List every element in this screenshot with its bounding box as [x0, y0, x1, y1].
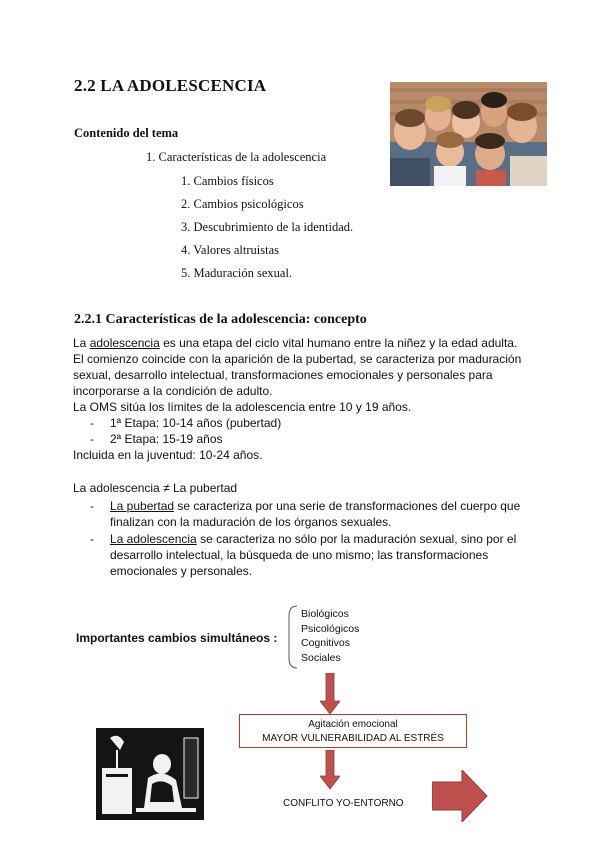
- def-text: se caracteriza no sólo por la maduración sexual, sino por el: [196, 532, 517, 546]
- def-line: emocionales y personales.: [110, 564, 253, 578]
- dash-bullet: -: [90, 532, 94, 546]
- dash-bullet: -: [90, 416, 94, 430]
- box-line: MAYOR VULNERABILIDAD AL ESTRÉS: [262, 733, 444, 744]
- change-item: Biológicos: [301, 608, 349, 620]
- para-line: sexual, desarrollo intelectual, transformaciones emocionales y personales para: [73, 368, 493, 382]
- stage-item: 1ª Etapa: 10-14 años (pubertad): [110, 416, 282, 430]
- sad-teen-illustration: [96, 728, 204, 820]
- toc-item: 5. Maduración sexual.: [181, 266, 293, 280]
- toc-item: 1. Cambios físicos: [181, 174, 274, 188]
- compare-line: La adolescencia ≠ La pubertad: [73, 481, 238, 495]
- oms-line: La OMS sitúa los límites de la adolescencia entre 10 y 19 años.: [73, 400, 412, 414]
- teen-group-photo: [390, 82, 547, 186]
- changes-list: [301, 607, 359, 665]
- change-item: Cognitivos: [301, 637, 351, 649]
- down-arrow-icon: [320, 673, 340, 715]
- youth-line: Incluida en la juventud: 10-24 años.: [73, 448, 263, 462]
- section-heading: 2.2.1 Características de la adolescencia: concepto: [74, 312, 367, 327]
- change-item: Psicológicos: [301, 622, 360, 635]
- definition-paragraph: [73, 335, 543, 415]
- para-text: es una etapa del ciclo vital humano entre la niñez y la edad adulta.: [159, 336, 518, 350]
- change-item: Sociales: [301, 651, 341, 664]
- pubertad-term: La pubertad: [110, 499, 175, 513]
- adolescencia-link: adolescencia: [89, 336, 160, 350]
- def-line: finalizan con la maduración de los órganos sexuales.: [110, 515, 392, 529]
- changes-label: Importantes cambios simultáneos :: [76, 631, 278, 645]
- dash-bullet: -: [90, 432, 94, 446]
- down-arrow-icon: [320, 750, 340, 790]
- toc-item: 4. Valores altruistas: [181, 243, 280, 257]
- para-text: La: [73, 336, 90, 350]
- contents-heading: Contenido del tema: [74, 126, 179, 140]
- box-line: Agitación emocional: [308, 719, 398, 730]
- conflict-label: CONFLITO YO-ENTORNO: [283, 798, 404, 809]
- para-line: El comienzo coincide con la aparición de la pubertad, se caracteriza por maduración: [73, 352, 522, 366]
- bracket: [285, 604, 299, 670]
- def-line: desarrollo intelectual, la búsqueda de uno mismo; las transformaciones: [110, 548, 489, 562]
- def-text: se caracteriza por una serie de transformaciones del cuerpo que: [174, 499, 521, 513]
- toc-item: 3. Descubrimiento de la identidad.: [181, 220, 354, 234]
- toc-item: 2. Cambios psicológicos: [181, 197, 304, 211]
- para-line: incorporarse a la condición de adulto.: [73, 384, 273, 398]
- right-arrow-icon: [432, 770, 488, 822]
- dash-bullet: -: [90, 499, 94, 513]
- page-title: 2.2 LA ADOLESCENCIA: [74, 76, 267, 95]
- adolescencia-definition: [110, 531, 530, 579]
- adolescencia-term: La adolescencia: [110, 532, 197, 546]
- pubertad-definition: [110, 498, 530, 530]
- stage-item: 2ª Etapa: 15-19 años: [110, 432, 223, 446]
- emotional-agitation-box: [239, 714, 467, 748]
- toc-main-item: 1. Características de la adolescencia: [146, 150, 327, 164]
